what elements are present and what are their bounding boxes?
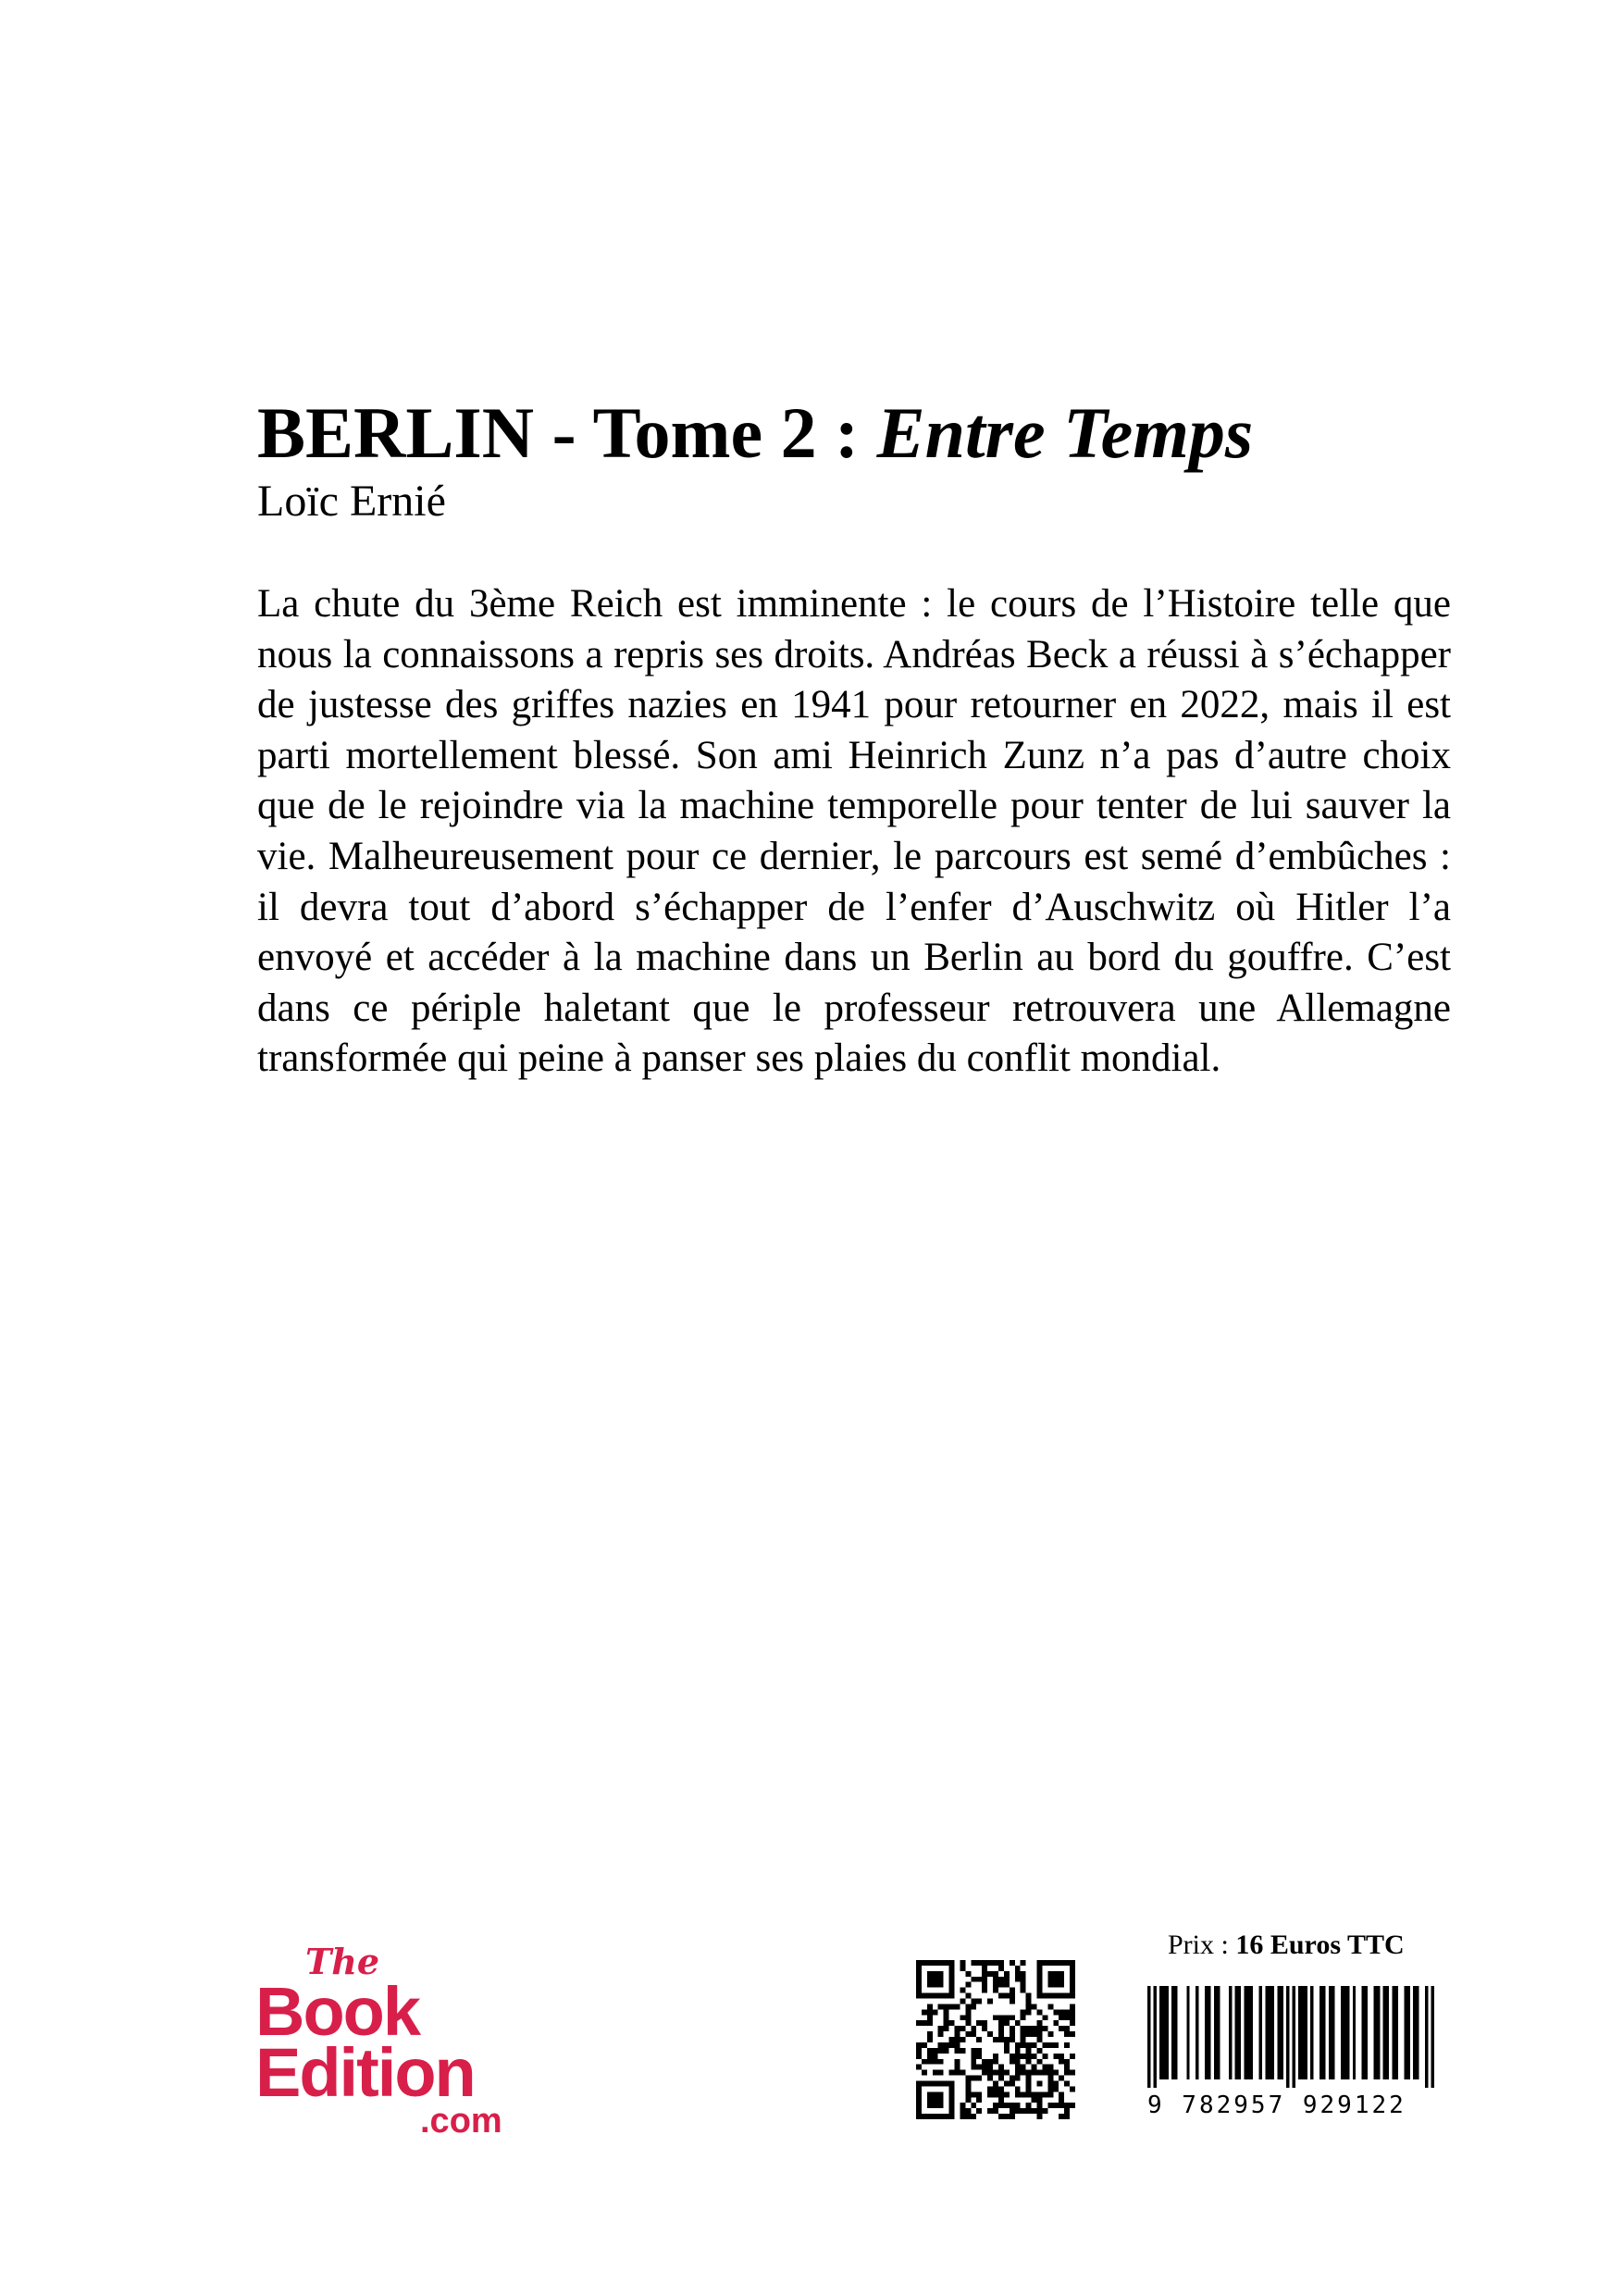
publisher-logo <box>255 1941 533 2141</box>
price-currency: Euros TTC <box>1263 1930 1405 1960</box>
isbn-barcode <box>1147 1986 1434 2123</box>
price-prefix: Prix : <box>1168 1930 1236 1960</box>
logo-edition: Edition <box>255 2034 475 2111</box>
price-label <box>1168 1927 1405 1964</box>
title-main: BERLIN - Tome 2 : <box>257 392 877 473</box>
back-cover-blurb: La chute du 3ème Reich est imminente : le cours de l’Histoire telle que nous la connaissons a repris ses droits. Andréas Beck a réussi à s’échapper de justesse des griffes nazies en 1941 pour retourner en 2022, mais il est parti mortellement blessé. Son ami Heinrich Zunz n’a pas d’autre choix que de le rejoindre via la machine temporelle pour tenter de lui sauver la vie. Malheureusement pour ce dernier, le parcours est semé d’embûches : il devra tout d’abord s’échapper de l’enfer d’Auschwitz où Hitler l’a envoyé et accéder à la machine dans un Berlin au bord du gouffre. C’est dans ce périple haletant que le professeur retrouvera une Allemagne transformée qui peine à panser ses plaies du conflit mondial. <box>257 582 1451 1081</box>
author-name: Loïc Ernié <box>257 477 446 526</box>
book-title <box>257 387 1460 479</box>
barcode-digits: 9 782957 929122 <box>1147 2091 1406 2119</box>
title-subtitle: Entre Temps <box>876 392 1254 473</box>
price-amount: 16 <box>1235 1930 1264 1960</box>
qr-code-icon <box>916 1960 1075 2119</box>
logo-book: Book <box>255 1973 419 2050</box>
logo-com: .com <box>420 2102 502 2141</box>
logo-the: The <box>305 1941 380 1982</box>
barcode-icon <box>1147 1986 1434 2088</box>
